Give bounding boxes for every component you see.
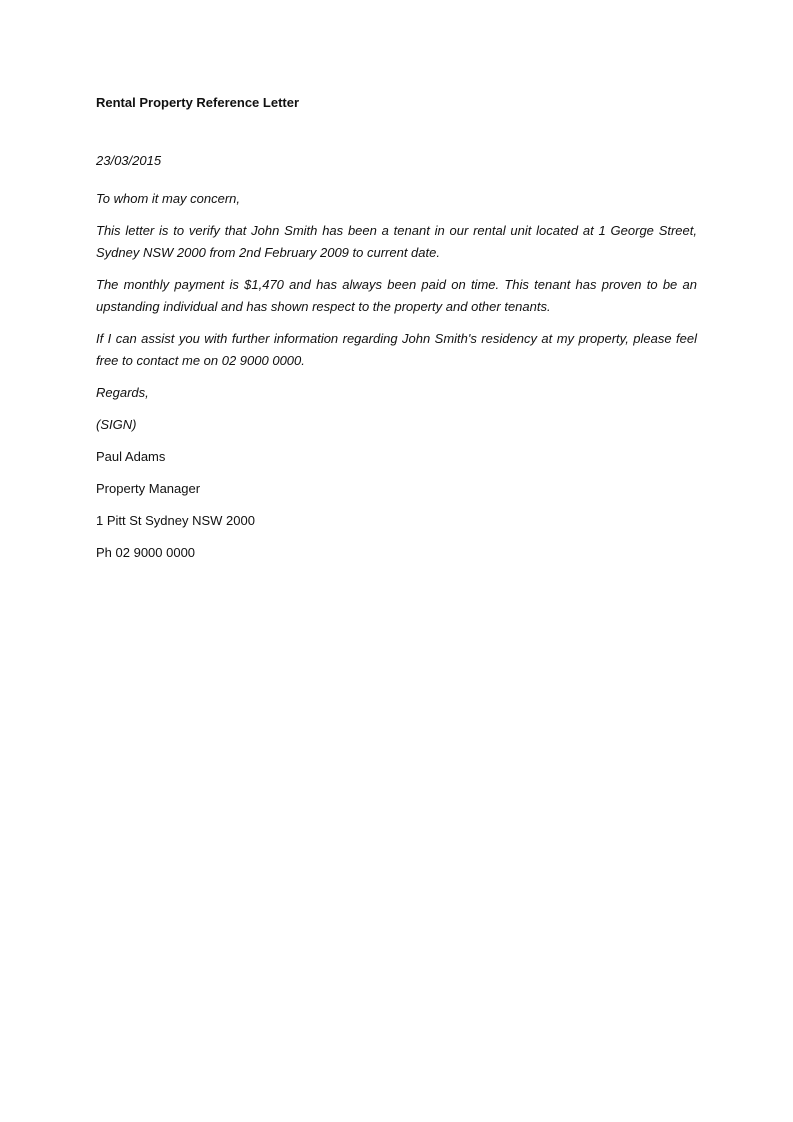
signatory-address: 1 Pitt St Sydney NSW 2000 bbox=[96, 513, 255, 528]
signature-placeholder: (SIGN) bbox=[96, 417, 137, 432]
paragraph-payment: The monthly payment is $1,470 and has always been paid on time. This tenant has proven to be an upstanding individual and has shown respect to the property and other tenants. bbox=[96, 277, 697, 314]
closing: Regards, bbox=[96, 385, 149, 400]
salutation: To whom it may concern, bbox=[96, 191, 241, 206]
paragraph-tenancy: This letter is to verify that John Smith has been a tenant in our rental unit located at 1 George Street, Sydney NSW 2000 from 2nd February 2009 to current date. bbox=[96, 223, 697, 260]
letter-date: 23/03/2015 bbox=[96, 153, 162, 168]
paragraph-contact: If I can assist you with further information regarding John Smith's residency at my property, please feel free to contact me on 02 9000 0000. bbox=[96, 331, 697, 368]
signatory-name: Paul Adams bbox=[96, 449, 166, 464]
signatory-phone: Ph 02 9000 0000 bbox=[96, 545, 196, 560]
document-title: Rental Property Reference Letter bbox=[96, 95, 300, 110]
signatory-role: Property Manager bbox=[96, 481, 201, 496]
letter-body bbox=[96, 95, 697, 574]
